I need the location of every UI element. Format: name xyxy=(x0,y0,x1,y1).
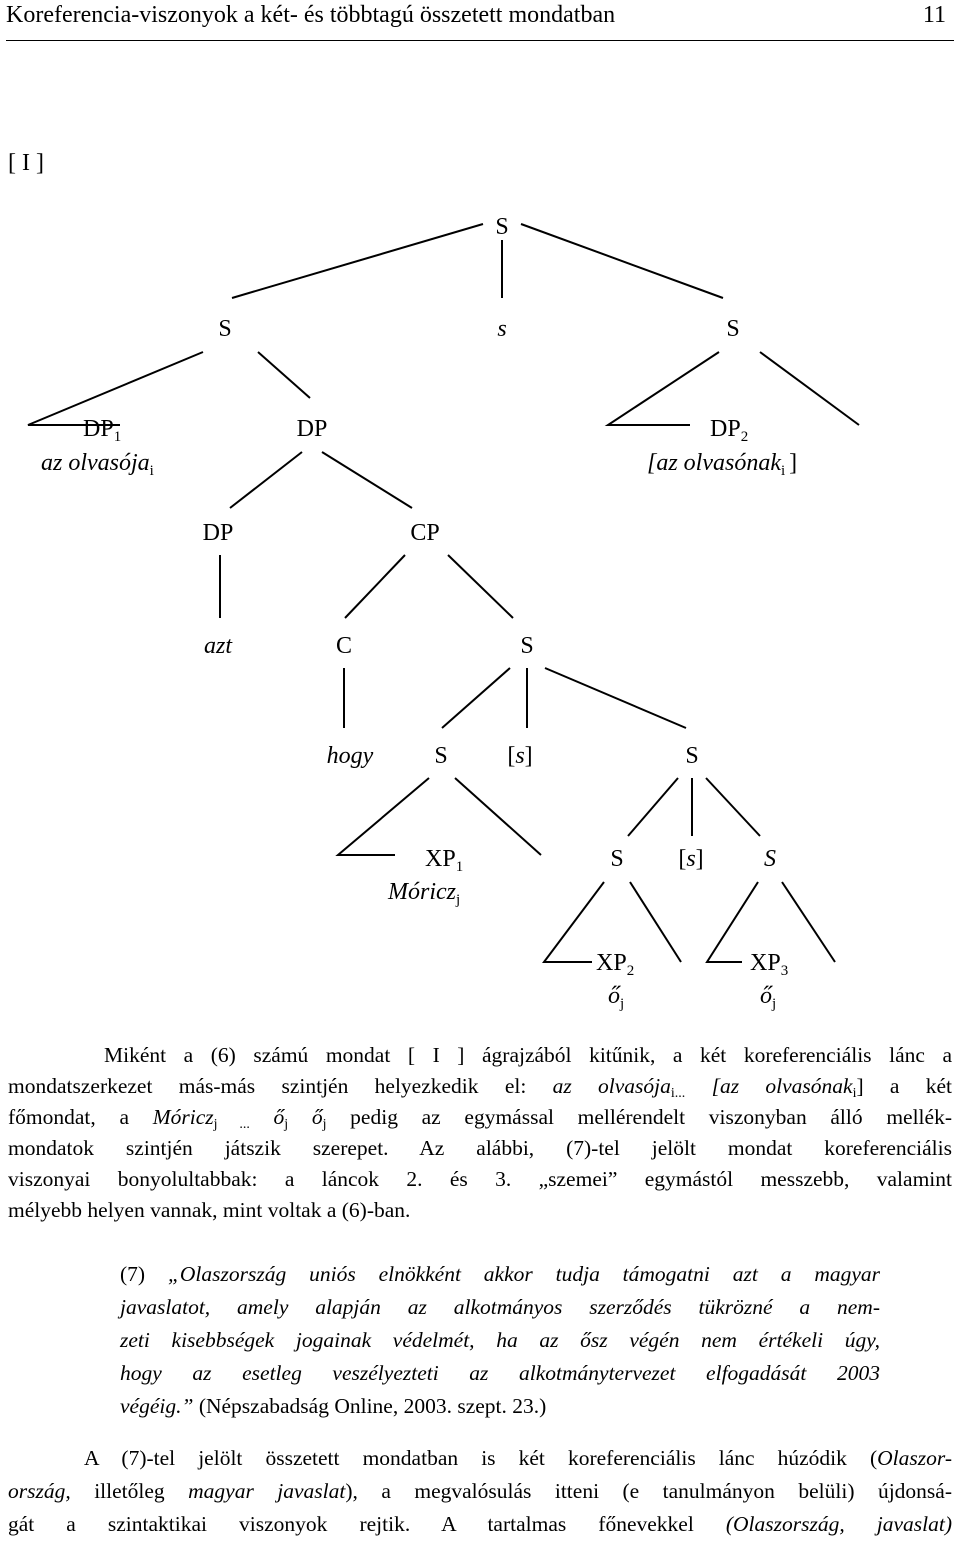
node-root-s: S xyxy=(495,214,509,240)
node-s-sub: S xyxy=(434,743,448,769)
node-dp-inner: DP xyxy=(202,520,234,546)
node-s-cp: S xyxy=(520,633,534,659)
line: Miként a (6) számú mondat [ I ] ágrajzából kitűnik, a két koreferenciális lánc a xyxy=(104,1043,952,1067)
tree-label: [ I ] xyxy=(8,150,44,176)
dp2-text: [az olvasónak$_i$ ] xyxy=(647,450,798,479)
edge xyxy=(345,555,405,618)
line: A (7)-tel jelölt összetett mondatban is két koreferenciális lánc húzódik (Olaszor- xyxy=(84,1446,952,1470)
node-c: C xyxy=(335,633,353,659)
node-s-bracket-2: [s] xyxy=(678,846,704,872)
dp1-text: az olvasója$_i$ xyxy=(41,450,154,479)
node-dp: DP xyxy=(296,416,328,442)
node-dp1: $DP_1$ xyxy=(83,416,122,445)
xp2-text: $ő_j$ xyxy=(608,983,625,1012)
line: mondatok szintjén játszik szerepet. Az alábbi, (7)-tel jelölt mondat koreferenciális xyxy=(8,1136,952,1160)
line: (7) „Olaszország uniós elnökként akkor tudja támogatni azt a magyar xyxy=(120,1262,881,1286)
line: hogy az esetleg veszélyezteti az alkotmánytervezet elfogadását 2003 xyxy=(120,1361,880,1385)
edge xyxy=(322,452,412,508)
line: zeti kisebbségek jogainak védelmét, ha az ősz végén nem értékeli úgy, xyxy=(120,1328,880,1352)
edge xyxy=(455,778,541,855)
node-xp2: $XP_2$ xyxy=(596,950,635,979)
page-number: 11 xyxy=(922,2,946,28)
edge xyxy=(628,778,678,836)
example-7 xyxy=(120,1258,880,1423)
line: ország, illetőleg magyar javaslat), a megvalósulás itteni (e tanulmányon belüli) újdonsá- xyxy=(8,1479,953,1503)
triangle-xp2 xyxy=(544,882,604,962)
edge xyxy=(706,778,760,836)
node-s-b: S xyxy=(764,846,776,872)
edge xyxy=(230,452,302,508)
node-s-conj: s xyxy=(497,316,507,342)
edge xyxy=(630,882,681,962)
triangle-dp1 xyxy=(28,352,203,425)
line: mondatszerkezet más-más szintjén helyezkedik el: az olvasója$_{i...}$ [az olvasónak$_i$] a két xyxy=(8,1074,953,1101)
line: végéig.” (Népszabadság Online, 2003. szept. 23.) xyxy=(120,1394,547,1418)
line: viszonyai bonyolultabbak: a láncok 2. és 3. „szemei” egymástól messzebb, valamint xyxy=(8,1167,952,1191)
node-s-bracket: [s] xyxy=(507,743,533,769)
node-xp3: $XP_3$ xyxy=(750,950,789,979)
paragraph-1 xyxy=(8,1040,952,1226)
node-s-coord: S xyxy=(685,743,699,769)
running-title: Koreferencia-viszonyok a két- és többtagú összetett mondatban xyxy=(6,2,616,28)
word-azt: azt xyxy=(203,633,233,659)
line: gát a szintaktikai viszonyok rejtik. A tartalmas főnevekkel (Olaszország, javaslat) xyxy=(8,1512,953,1536)
edge xyxy=(521,224,723,298)
triangle-dp2 xyxy=(608,352,719,425)
word-hogy: hogy xyxy=(326,743,374,769)
edge xyxy=(442,668,510,728)
edge xyxy=(782,882,835,962)
edge xyxy=(545,668,686,728)
xp1-text: Móricz$_j$ xyxy=(388,879,461,908)
node-dp2: $DP_2$ xyxy=(710,416,749,445)
node-s-left: S xyxy=(218,316,232,342)
node-s-right: S xyxy=(726,316,740,342)
line: mélyebb helyen vannak, mint voltak a (6)-ban. xyxy=(8,1198,411,1222)
edge xyxy=(760,352,859,425)
node-xp1: $XP_1$ xyxy=(425,846,464,875)
paragraph-2 xyxy=(8,1442,952,1541)
triangle-xp1 xyxy=(338,778,429,855)
node-cp: CP xyxy=(410,520,440,546)
line: javaslatot, amely alapján az alkotmányos szerződés tükrözné a nem- xyxy=(120,1295,880,1319)
edge xyxy=(232,224,483,298)
node-s-a: S xyxy=(610,846,624,872)
xp3-text: $ő_j$ xyxy=(760,983,777,1012)
edge xyxy=(448,555,513,618)
edge xyxy=(258,352,310,398)
line: főmondat, a Móricz$_{j ...}$ $ő_j$ $ő_j$ pedig az egymással mellérendelt viszonyban álló mellék- xyxy=(8,1105,952,1132)
